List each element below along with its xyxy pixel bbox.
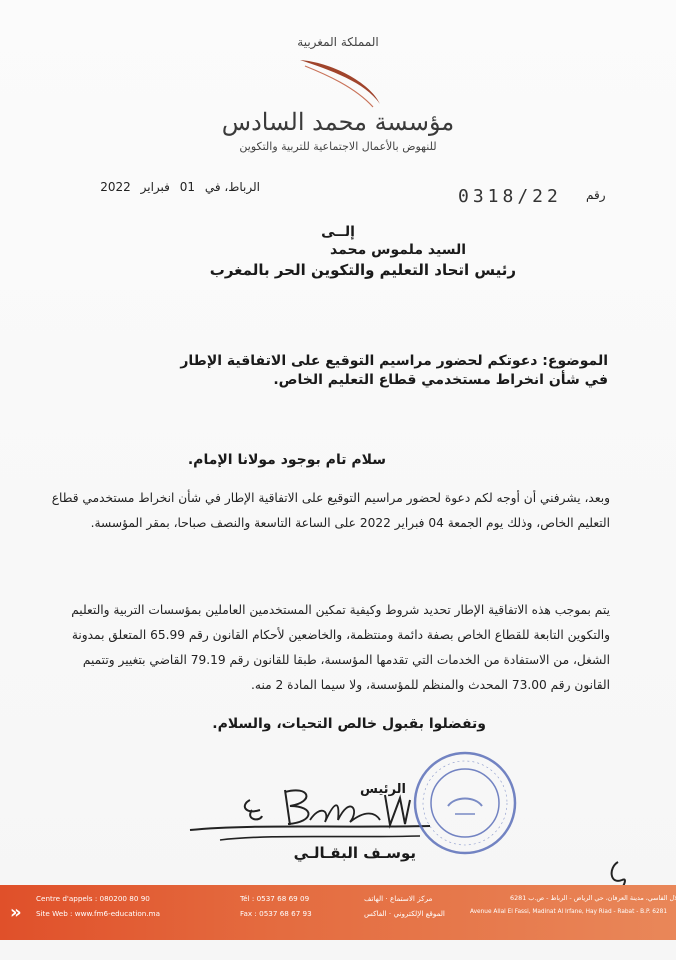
- official-stamp-icon: [410, 748, 520, 858]
- footer-tel: Tél : 0537 68 69 09: [240, 894, 310, 903]
- date-month: فبراير: [140, 180, 170, 194]
- kingdom-header: المملكة المغربية: [297, 35, 379, 49]
- footer-call-center: Centre d'appels : 080200 80 90: [36, 894, 150, 903]
- body-paragraph-1: وبعد، يشرفني أن أوجه لكم دعوة لحضور مراسيم التوقيع على الاتفاقية الإطار في شأن انخراط مستخدمي قطاع التعليم الخاص، وذلك يوم الجمعة 04 فبراير 2022 على الساعة التاسعة والنصف صباحا، بمقر المؤسسة.: [51, 491, 610, 530]
- footer-website-ar-label: الموقع الإلكتروني: [393, 909, 445, 918]
- org-subtitle: للنهوض بالأعمال الاجتماعية للتربية والتكوين: [239, 140, 437, 153]
- footer-address-fr: Avenue Allal El Fassi, Madinat Al Irfane, Hay Riad - Rabat - B.P. 6281: [470, 909, 668, 915]
- date-year: 2022: [100, 180, 131, 194]
- subject-block: [138, 352, 608, 390]
- logo-swoosh-icon: [285, 52, 395, 112]
- footer-fax-ar-label: الفاكس: [364, 909, 387, 918]
- footer-call-center-ar-label: مركز الاستماع: [390, 894, 433, 903]
- signer-name: يوسـف البقـالـي: [293, 844, 416, 862]
- footer-website-ar: الموقع الإلكتروني · الفاكس: [364, 909, 445, 918]
- to-label: إلــى: [321, 224, 355, 240]
- body-paragraph-2: يتم بموجب هذه الاتفاقية الإطار تحديد شروط وكيفية تمكين المستخدمين العاملين بمؤسسات التربية والتعليم والتكوين التابعة للقطاع الخاص بصفة دائمة ومنتظمة، والخاضعين لأحكام القانون رقم 65.99 المتعلق بمدونة الشغل، من الاستفادة من الخدمات التي تقدمها المؤسسة، طبقا للقانون رقم 79.19 القاضي بتغيير وتتميم القانون رقم 73.00 المحدث والمنظم للمؤسسة، ولا سيما المادة 2 منه.: [71, 603, 610, 692]
- recipient-title: رئيس اتحاد التعليم والتكوين الحر بالمغرب: [209, 261, 516, 279]
- double-chevron-right-icon: »: [10, 902, 22, 923]
- reference-number: 0318/22: [458, 186, 562, 207]
- footer-call-center-ar: مركز الاستماع · الهاتف: [364, 894, 433, 903]
- reference-label: رقم: [586, 188, 606, 202]
- footer-address-ar: شارع علال الفاسي، مدينة العرفان، حي الرياض - الرباط - ص.ب 6281: [510, 894, 698, 902]
- subject-line-1: الموضوع: دعوتكم لحضور مراسيم التوقيع على الاتفاقية الإطار: [180, 353, 608, 369]
- subject-line-2: في شأن انخراط مستخدمي قطاع التعليم الخاص.: [273, 372, 608, 388]
- recipient-name: السيد ملموس محمد: [330, 242, 466, 258]
- date-line: [84, 180, 260, 194]
- footer-tel-ar-label: الهاتف: [364, 894, 384, 903]
- signer-role: الرئيس: [360, 782, 406, 797]
- date-day: 01: [179, 180, 196, 194]
- closing-line: وتفضلوا بقبول خالص التحيات، والسلام.: [212, 716, 486, 732]
- footer-fax: Fax : 0537 68 67 93: [240, 909, 312, 918]
- org-name: مؤسسة محمد السادس: [221, 108, 455, 136]
- footer-website: Site Web : www.fm6-education.ma: [36, 909, 161, 918]
- date-city: الرباط، في: [204, 180, 260, 194]
- greeting: سلام تام بوجود مولانا الإمام.: [187, 452, 386, 468]
